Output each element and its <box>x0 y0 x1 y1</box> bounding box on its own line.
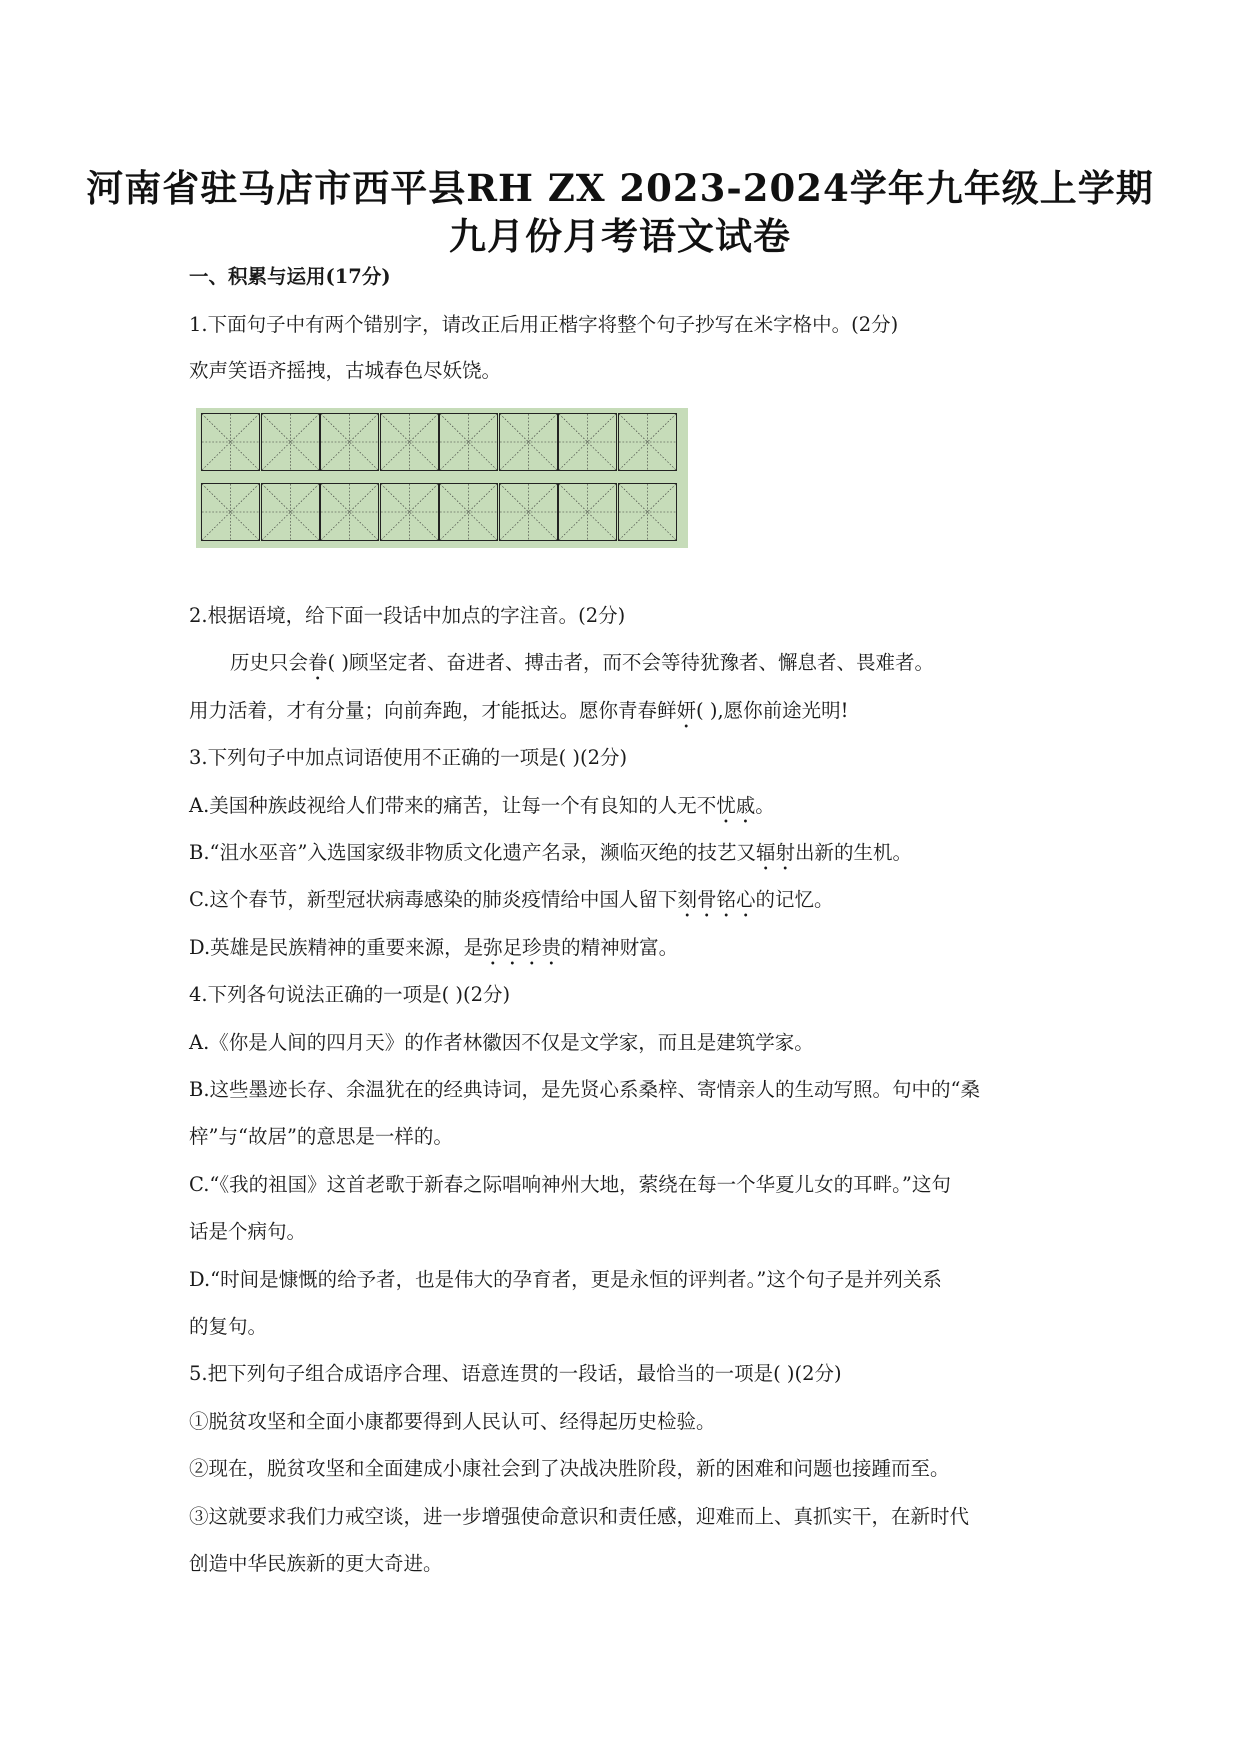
grid-row-2 <box>196 483 688 543</box>
grid-cell <box>499 483 558 541</box>
q3-option-b <box>189 840 1069 875</box>
dotted-word: 忧戚 <box>716 794 756 817</box>
q2-text: ( ),愿你前途光明! <box>696 699 849 722</box>
grid-cell <box>558 483 617 541</box>
grid-cell <box>618 413 677 471</box>
q4-option-c-line1: C.“《我的祖国》这首老歌于新春之际唱响神州大地，萦绕在每一个华夏儿女的耳畔。”这句 <box>189 1173 951 1196</box>
option-text: 出新的生机。 <box>794 841 912 864</box>
q5-stem: 5.把下列句子组合成语序合理、语意连贯的一段话，最恰当的一项是( )(2分) <box>189 1362 842 1385</box>
section-heading: 一、积累与运用(17分) <box>189 265 391 288</box>
q3-option-d <box>189 935 1069 970</box>
q3-option-a <box>189 793 1069 828</box>
mi-zi-grid <box>196 408 688 548</box>
q1-stem: 1.下面句子中有两个错别字，请改正后用正楷字将整个句子抄写在米字格中。(2分) <box>189 313 899 336</box>
grid-cell <box>380 413 439 471</box>
grid-cell <box>201 413 260 471</box>
dotted-word: 刻骨铭心 <box>677 888 756 911</box>
exam-title-line1: 河南省驻马店市西平县RH ZX 2023-2024学年九年级上学期 <box>86 166 1154 210</box>
grid-cell <box>320 483 379 541</box>
q4-option-b-line2: 梓”与“故居”的意思是一样的。 <box>189 1125 453 1148</box>
option-text: A.美国种族歧视给人们带来的痛苦，让每一个有良知的人无不 <box>189 794 717 817</box>
q2-text: 历史只会 <box>230 651 309 674</box>
grid-cell <box>499 413 558 471</box>
q2-passage-line2 <box>189 698 1069 733</box>
grid-cell <box>558 413 617 471</box>
q1-sentence: 欢声笑语齐摇拽，古城春色尽妖饶。 <box>189 359 502 382</box>
q5-sentence-3-line2: 创造中华民族新的更大奇进。 <box>189 1552 443 1575</box>
q5-sentence-1: ①脱贫攻坚和全面小康都要得到人民认可、经得起历史检验。 <box>189 1410 716 1433</box>
q4-option-d-line2: 的复句。 <box>189 1315 268 1338</box>
q2-dotted-char: 眷 <box>308 651 328 674</box>
dotted-word: 弥足珍贵 <box>483 936 562 959</box>
grid-cell <box>320 413 379 471</box>
q2-text: ( )顾坚定者、奋进者、搏击者，而不会等待犹豫者、懈息者、畏难者。 <box>327 651 934 674</box>
grid-cell <box>618 483 677 541</box>
option-text: 的精神财富。 <box>561 936 679 959</box>
q3-stem: 3.下列句子中加点词语使用不正确的一项是( )(2分) <box>189 746 628 769</box>
q2-dotted-char: 妍 <box>676 699 697 722</box>
option-text: 。 <box>755 794 775 817</box>
q4-option-b-line1: B.这些墨迹长存、余温犹在的经典诗词，是先贤心系桑梓、寄情亲人的生动写照。句中的“桑 <box>189 1078 980 1101</box>
option-text: 的记忆。 <box>755 888 834 911</box>
q4-option-c-line2: 话是个病句。 <box>189 1220 307 1243</box>
exam-title-line2: 九月份月考语文试卷 <box>449 214 791 258</box>
grid-cell <box>261 483 320 541</box>
grid-row-1 <box>196 413 688 473</box>
q2-text: 用力活着，才有分量；向前奔跑，才能抵达。愿你青春鲜 <box>189 699 677 722</box>
q4-option-a: A.《你是人间的四月天》的作者林徽因不仅是文学家，而且是建筑学家。 <box>189 1031 814 1054</box>
grid-cell <box>380 483 439 541</box>
dotted-word: 辐射 <box>755 841 795 864</box>
q4-option-d-line1: D.“时间是慷慨的给予者，也是伟大的孕育者，更是永恒的评判者。”这个句子是并列关系 <box>189 1268 942 1291</box>
option-text: C.这个春节，新型冠状病毒感染的肺炎疫情给中国人留下 <box>189 888 678 911</box>
q5-sentence-2: ②现在，脱贫攻坚和全面建成小康社会到了决战决胜阶段，新的困难和问题也接踵而至。 <box>189 1457 950 1480</box>
grid-cell <box>201 483 260 541</box>
q2-stem: 2.根据语境，给下面一段话中加点的字注音。(2分) <box>189 604 626 627</box>
grid-cell <box>439 413 498 471</box>
q4-stem: 4.下列各句说法正确的一项是( )(2分) <box>189 983 511 1006</box>
option-text: B.“沮水巫音”入选国家级非物质文化遗产名录，濒临灭绝的技艺又 <box>189 841 756 864</box>
q2-passage-line1 <box>230 650 1110 685</box>
option-text: D.英雄是民族精神的重要来源，是 <box>189 936 484 959</box>
grid-cell <box>439 483 498 541</box>
q5-sentence-3-line1: ③这就要求我们力戒空谈，进一步增强使命意识和责任感，迎难而上、真抓实干，在新时代 <box>189 1505 970 1528</box>
grid-cell <box>261 413 320 471</box>
q3-option-c <box>189 887 1069 922</box>
